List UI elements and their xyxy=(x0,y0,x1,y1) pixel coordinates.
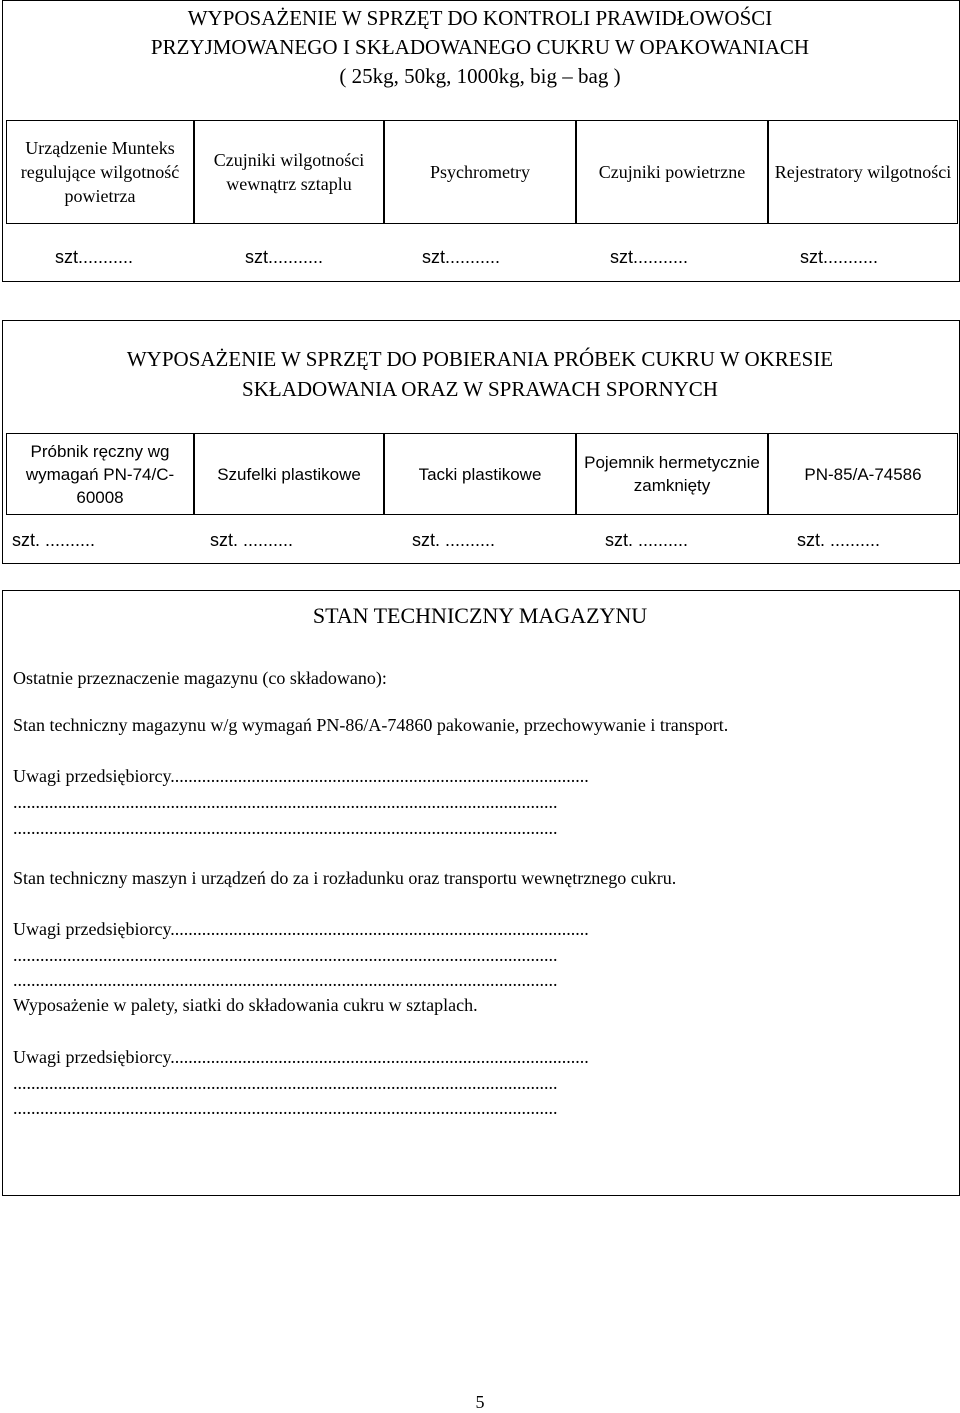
remarks2-dots-1: ......................................................................................................................... xyxy=(13,945,558,965)
count-psychrometers: szt........... xyxy=(422,247,501,267)
count-standard: szt. .......... xyxy=(797,530,881,550)
section3-title: STAN TECHNICZNY MAGAZYNU xyxy=(312,603,648,628)
remarks2: Uwagi przedsiębiorcy............................................................................................. xyxy=(13,919,589,939)
header-psychrometers: Psychrometry xyxy=(384,120,576,224)
remarks1-dots-2: ......................................................................................................................... xyxy=(13,818,558,838)
count-hand-sampler: szt. .......... xyxy=(12,530,96,550)
count-air-sensors: szt........... xyxy=(610,247,689,267)
machines-state-text: Stan techniczny maszyn i urządzeń do za i rozładunku oraz transportu wewnętrznego cukru. xyxy=(13,868,677,888)
count-hermetic-container: szt. .......... xyxy=(605,530,689,550)
section1-title-line2: PRZYJMOWANEGO I SKŁADOWANEGO CUKRU W OPAKOWANIACH xyxy=(150,35,810,59)
header-hermetic-container: Pojemnik hermetycznie zamknięty xyxy=(576,433,768,515)
page-number: 5 xyxy=(475,1392,485,1412)
section2-title-line1: WYPOSAŻENIE W SPRZĘT DO POBIERANIA PRÓBEK CUKRU W OKRESIE xyxy=(126,347,834,371)
header-scoops: Szufelki plastikowe xyxy=(194,433,384,515)
section1-title-line3: ( 25kg, 50kg, 1000kg, big – bag ) xyxy=(339,64,621,88)
count-humidity-recorders: szt........... xyxy=(800,247,879,267)
remarks3-dots-1: ......................................................................................................................... xyxy=(13,1073,558,1093)
header-stack-sensors: Czujniki wilgotności wewnątrz sztaplu xyxy=(194,120,384,224)
header-trays: Tacki plastikowe xyxy=(384,433,576,515)
pallets-text: Wyposażenie w palety, siatki do składowania cukru w sztaplach. xyxy=(13,995,478,1015)
header-standard: PN-85/A-74586 xyxy=(768,433,958,515)
header-hand-sampler: Próbnik ręczny wg wymagań PN-74/C-60008 xyxy=(6,433,194,515)
remarks1: Uwagi przedsiębiorcy............................................................................................. xyxy=(13,766,589,786)
count-stack-sensors: szt........... xyxy=(245,247,324,267)
remarks2-label: Uwagi przedsiębiorcy xyxy=(13,919,171,939)
remarks1-label: Uwagi przedsiębiorcy xyxy=(13,766,171,786)
remarks3-label: Uwagi przedsiębiorcy xyxy=(13,1047,171,1067)
section1-title-line1: WYPOSAŻENIE W SPRZĘT DO KONTROLI PRAWIDŁOWOŚCI xyxy=(187,6,773,30)
count-trays: szt. .......... xyxy=(412,530,496,550)
tech-state-text: Stan techniczny magazynu w/g wymagań PN-86/A-74860 pakowanie, przechowywanie i transport. xyxy=(13,715,729,735)
remarks3: Uwagi przedsiębiorcy............................................................................................. xyxy=(13,1047,589,1067)
header-air-sensors: Czujniki powietrzne xyxy=(576,120,768,224)
count-scoops: szt. .......... xyxy=(210,530,294,550)
count-munteks: szt........... xyxy=(55,247,134,267)
remarks2-dots-2: ......................................................................................................................... xyxy=(13,970,558,990)
header-humidity-recorders: Rejestratory wilgotności xyxy=(768,120,958,224)
remarks1-dots-1: ......................................................................................................................... xyxy=(13,792,558,812)
remarks3-dots-2: ......................................................................................................................... xyxy=(13,1098,558,1118)
last-use-label: Ostatnie przeznaczenie magazynu (co składowano): xyxy=(13,668,387,688)
section2-title-line2: SKŁADOWANIA ORAZ W SPRAWACH SPORNYCH xyxy=(242,377,718,401)
header-munteks: Urządzenie Munteks regulujące wilgotność powietrza xyxy=(6,120,194,224)
